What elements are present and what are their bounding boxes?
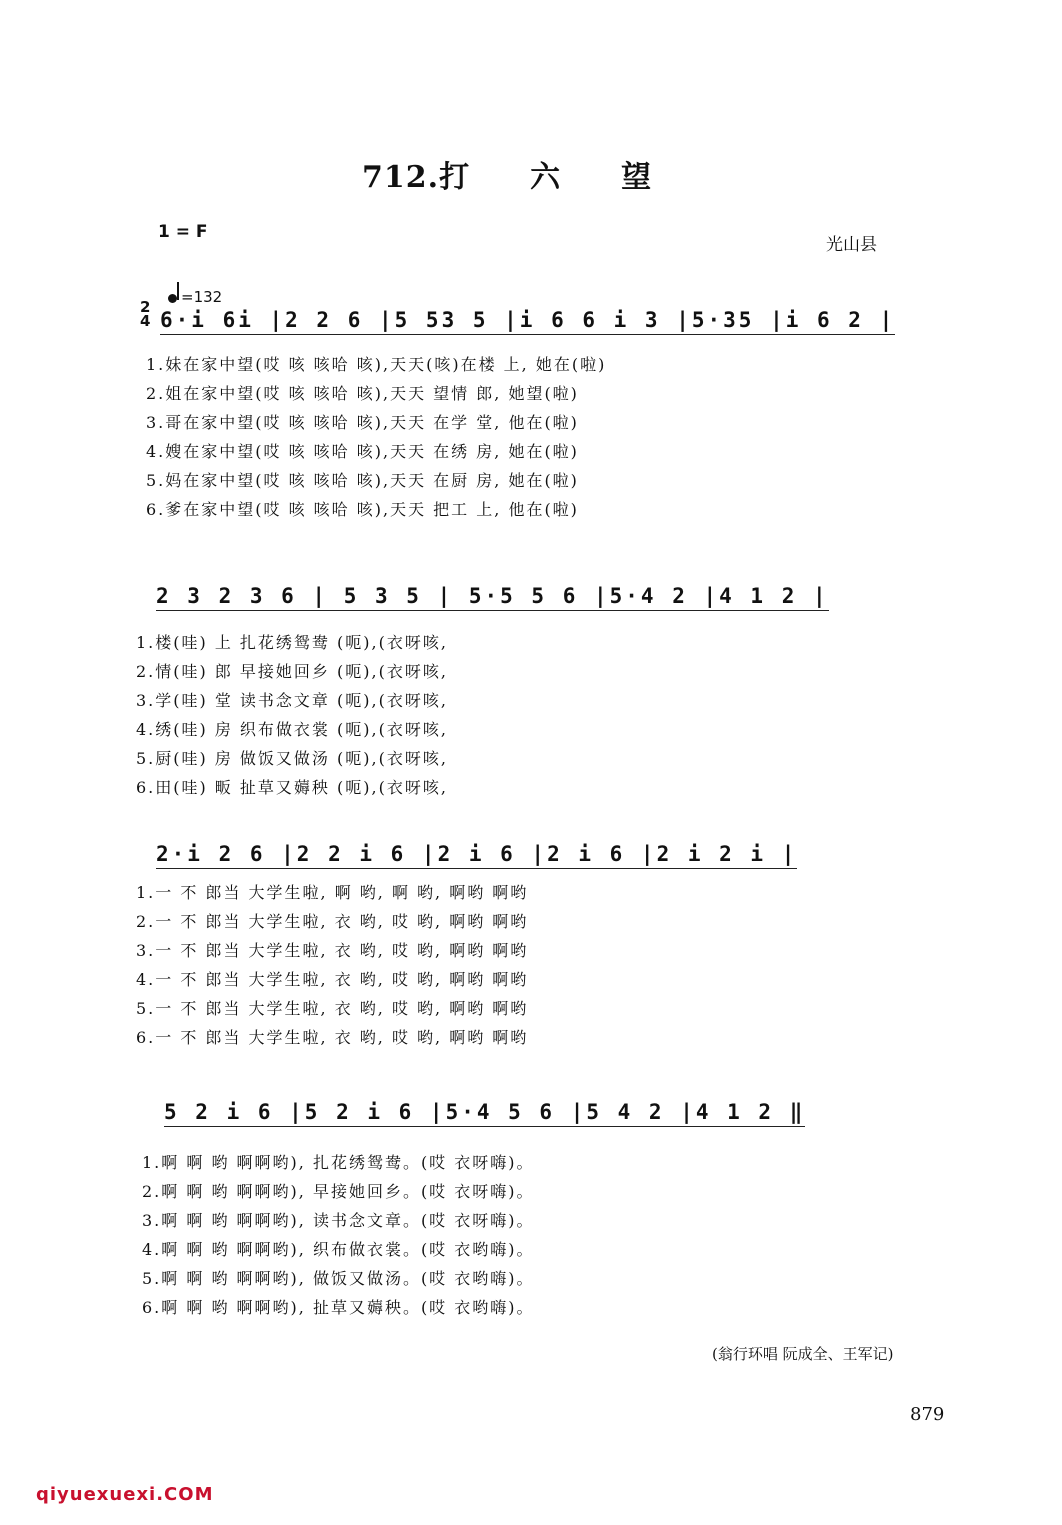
lyric-line: 5.一 不 郎当 大学生啦, 衣 哟, 哎 哟, 啊哟 啊哟 bbox=[136, 999, 529, 1018]
page-number: 879 bbox=[910, 1404, 945, 1425]
song-title bbox=[362, 152, 652, 196]
lyric-line: 4.一 不 郎当 大学生啦, 衣 哟, 哎 哟, 啊哟 啊哟 bbox=[136, 970, 529, 989]
lyric-line: 4.啊 啊 哟 啊啊哟), 织布做衣裳。(哎 衣哟嗨)。 bbox=[142, 1240, 535, 1259]
site-watermark: qiyuexuexi.COM bbox=[36, 1484, 214, 1505]
notation-line-4: 5 2 i 6 |5 2 i 6 |5·4 5 6 |5 4 2 |4 1 2 ‖ bbox=[164, 1100, 805, 1127]
lyric-line: 2.啊 啊 哟 啊啊哟), 早接她回乡。(哎 衣呀嗨)。 bbox=[142, 1182, 535, 1201]
time-signature-top: 2 bbox=[140, 298, 151, 316]
lyric-line: 2.姐在家中望(哎 咳 咳哈 咳),天天 望情 郎, 她望(啦) bbox=[146, 384, 579, 403]
lyrics-block-1 bbox=[146, 350, 606, 524]
lyric-line: 6.爹在家中望(哎 咳 咳哈 咳),天天 把工 上, 他在(啦) bbox=[146, 500, 579, 519]
lyric-line: 4.嫂在家中望(哎 咳 咳哈 咳),天天 在绣 房, 她在(啦) bbox=[146, 442, 579, 461]
lyric-line: 5.妈在家中望(哎 咳 咳哈 咳),天天 在厨 房, 她在(啦) bbox=[146, 471, 579, 490]
lyric-line: 4.绣(哇) 房 织布做衣裳 (呃),(衣呀咳, bbox=[136, 720, 448, 739]
lyric-line: 6.啊 啊 哟 啊啊哟), 扯草又薅秧。(哎 衣哟嗨)。 bbox=[142, 1298, 535, 1317]
lyrics-block-2 bbox=[136, 628, 448, 802]
song-number: 712. bbox=[362, 160, 440, 195]
lyric-line: 6.一 不 郎当 大学生啦, 衣 哟, 哎 哟, 啊哟 啊哟 bbox=[136, 1028, 529, 1047]
lyric-line: 3.哥在家中望(哎 咳 咳哈 咳),天天 在学 堂, 他在(啦) bbox=[146, 413, 579, 432]
lyric-line: 5.厨(哇) 房 做饭又做汤 (呃),(衣呀咳, bbox=[136, 749, 448, 768]
lyric-line: 1.楼(哇) 上 扎花绣鸳鸯 (呃),(衣呀咳, bbox=[136, 633, 448, 652]
lyric-line: 2.情(哇) 郎 早接她回乡 (呃),(衣呀咳, bbox=[136, 662, 448, 681]
lyric-line: 3.一 不 郎当 大学生啦, 衣 哟, 哎 哟, 啊哟 啊哟 bbox=[136, 941, 529, 960]
lyrics-block-4 bbox=[142, 1148, 535, 1322]
performer-credit: (翁行环唱 阮成全、王军记) bbox=[712, 1345, 894, 1363]
title-char-2: 六 bbox=[530, 160, 562, 195]
quarter-note-icon bbox=[168, 294, 177, 303]
lyric-line: 1.妹在家中望(哎 咳 咳哈 咳),天天(咳)在楼 上, 她在(啦) bbox=[146, 355, 607, 374]
lyric-line: 1.啊 啊 哟 啊啊哟), 扎花绣鸳鸯。(哎 衣呀嗨)。 bbox=[142, 1153, 535, 1172]
lyric-line: 3.学(哇) 堂 读书念文章 (呃),(衣呀咳, bbox=[136, 691, 448, 710]
title-char-1: 打 bbox=[439, 160, 471, 195]
notation-line-1: 6·i 6i |2 2 6 |5 53 5 |i 6 6 i 3 |5·35 |i 6 2 | bbox=[160, 308, 895, 335]
time-signature bbox=[140, 300, 150, 328]
key-signature: 1 = F bbox=[158, 222, 208, 242]
tempo-value: =132 bbox=[181, 288, 223, 306]
lyric-line: 3.啊 啊 哟 啊啊哟), 读书念文章。(哎 衣呀嗨)。 bbox=[142, 1211, 535, 1230]
time-signature-bottom: 4 bbox=[140, 312, 151, 330]
region-label: 光山县 bbox=[826, 235, 877, 255]
notation-line-3: 2·i 2 6 |2 2 i 6 |2 i 6 |2 i 6 |2 i 2 i | bbox=[156, 842, 797, 869]
lyric-line: 1.一 不 郎当 大学生啦, 啊 哟, 啊 哟, 啊哟 啊哟 bbox=[136, 883, 529, 902]
lyric-line: 5.啊 啊 哟 啊啊哟), 做饭又做汤。(哎 衣哟嗨)。 bbox=[142, 1269, 535, 1288]
title-char-3: 望 bbox=[621, 160, 653, 195]
lyric-line: 6.田(哇) 畈 扯草又薅秧 (呃),(衣呀咳, bbox=[136, 778, 448, 797]
lyric-line: 2.一 不 郎当 大学生啦, 衣 哟, 哎 哟, 啊哟 啊哟 bbox=[136, 912, 529, 931]
notation-line-2: 2 3 2 3 6 | 5 3 5 | 5·5 5 6 |5·4 2 |4 1 2 | bbox=[156, 584, 829, 611]
lyrics-block-3 bbox=[136, 878, 528, 1052]
tempo-marking bbox=[168, 284, 222, 306]
